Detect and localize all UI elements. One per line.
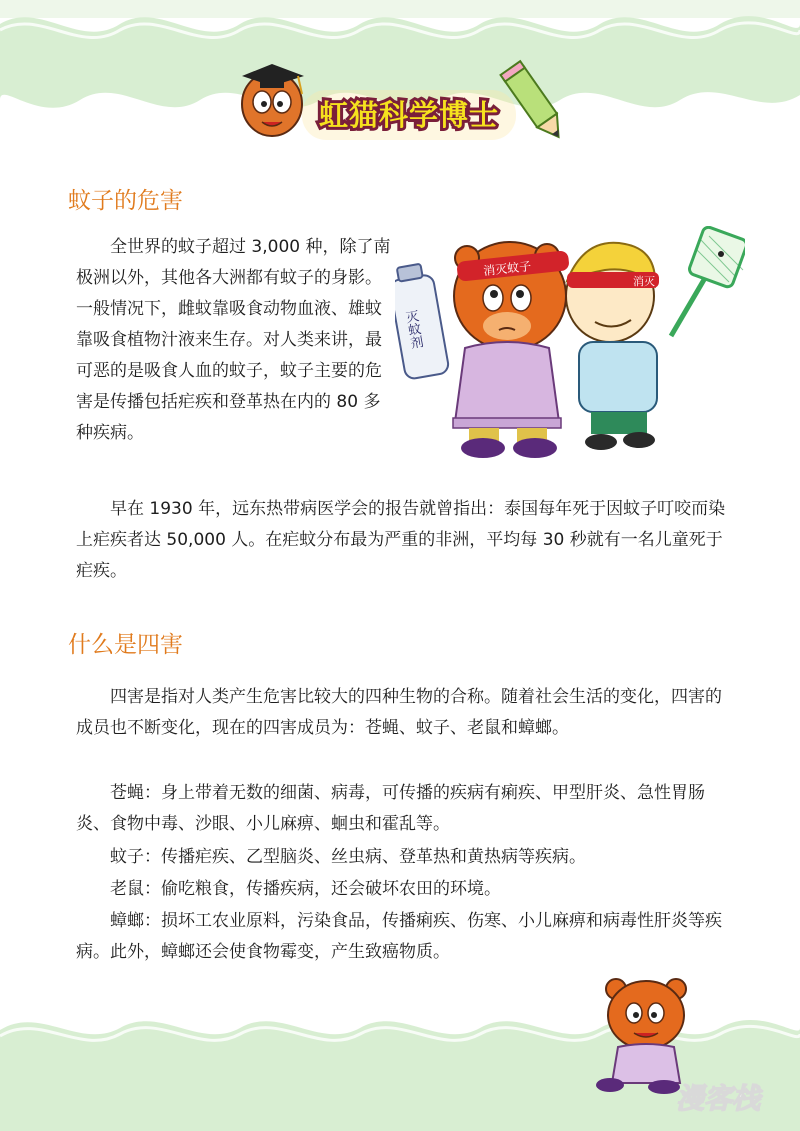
- svg-text:漫客栈: 漫客栈: [676, 1082, 761, 1115]
- paragraph: 蚊子：传播疟疾、乙型脑炎、丝虫病、登革热和黄热病等疾病。: [110, 847, 586, 867]
- headband-right-text: 消灭: [633, 275, 655, 288]
- section-title-mosquito-harm: 蚊子的危害: [68, 188, 183, 214]
- paragraph: 老鼠：偷吃粮食，传播疾病，还会破坏农田的环境。: [110, 879, 501, 899]
- paragraph: 蟑螂：损坏工农业原料，污染食品，传播痢疾、伤寒、小儿麻痹和病毒性肝炎等疾病。此外，蟑螂还会使食物霉变，产生致癌物质。: [76, 911, 722, 962]
- blond-kid: [566, 243, 659, 450]
- header-title: 虹猫科学博士: [318, 98, 499, 132]
- mosquito-fighters-illustration: [395, 226, 745, 466]
- headband-left-text: 消灭蚊子: [482, 259, 532, 279]
- bear-kid: [453, 242, 570, 458]
- spray-can-label: 灭蚊剂: [401, 309, 424, 351]
- fly-swatter-icon: [671, 226, 745, 336]
- section-title-four-pests: 什么是四害: [68, 632, 183, 658]
- header-badge: [232, 52, 572, 152]
- paragraph: 四害是指对人类产生危害比较大的四种生物的合称。随着社会生活的变化，四害的成员也不断变化，现在的四害成员为：苍蝇、蚊子、老鼠和蟑螂。: [76, 687, 722, 738]
- paragraph: 全世界的蚊子超过 3,000 种，除了南极洲以外，其他各大洲都有蚊子的身影。一般情况下，雌蚊靠吸食动物血液、雄蚊靠吸食植物汁液来生存。对人类来讲，最可恶的是吸食人血的蚊子，蚊子主要的危害是传播包括疟疾和登革热在内的 80 多种疾病。: [76, 237, 391, 443]
- spray-can-icon: [395, 262, 450, 380]
- paragraph: 早在 1930 年，远东热带病医学会的报告就曾指出：泰国每年死于因蚊子叮咬而染上疟疾者达 50,000 人。在疟蚊分布最为严重的非洲，平均每 30 秒就有一名儿童死于疟疾。: [76, 499, 726, 581]
- paragraph: 苍蝇：身上带着无数的细菌、病毒，可传播的疾病有痢疾、甲型肝炎、急性胃肠炎、食物中毒、沙眼、小儿麻痹、蛔虫和霍乱等。: [76, 783, 705, 834]
- watermark-logo: [672, 1074, 792, 1120]
